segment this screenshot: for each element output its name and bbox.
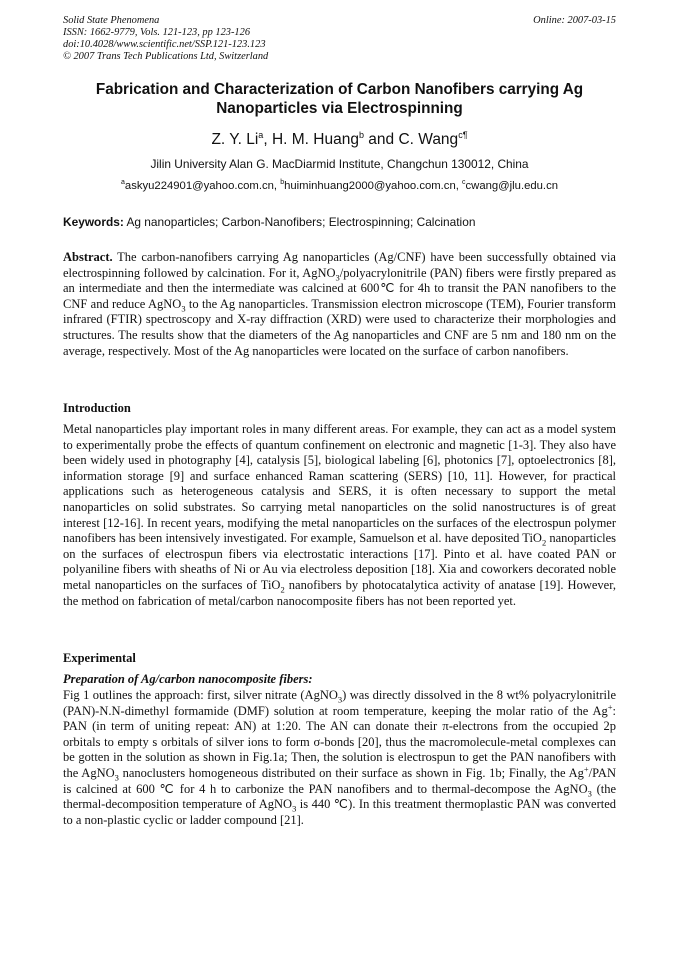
- keywords: [63, 215, 616, 230]
- superscript: +: [607, 701, 613, 712]
- journal-doi: doi:10.4028/www.scientific.net/SSP.121-123.123: [63, 39, 266, 50]
- subscript: 3: [337, 694, 343, 705]
- introduction-heading: Introduction: [63, 401, 131, 415]
- journal-name: Solid State Phenomena: [63, 15, 160, 26]
- author-separator: and: [363, 131, 399, 148]
- abstract-text: to the Ag nanoparticles. Transmission electron microscope (TEM), Fourier transform infrared (FTIR) spectroscopy and X-ray diffraction (XRD) were used to characterize their morphologies and structures. The results show that the diameters of the Ag nanoparticles and CNF are 5 nm and 180 nm on the average, respectively. Most of the Ag nanoparticles were located on the surface of carbon nanofibers.: [63, 296, 616, 358]
- subscript: 3: [587, 788, 592, 799]
- experimental-heading: Experimental: [63, 651, 136, 665]
- email-mark: c: [462, 179, 466, 187]
- email-mark: a: [121, 179, 125, 187]
- paragraph-text: nanoclusters homogeneous distributed on their surface as shown in Fig. 1b; Finally, the Ag: [118, 765, 584, 780]
- email-address: askyu224901@yahoo.com.cn,: [124, 180, 281, 192]
- journal-issn: ISSN: 1662-9779, Vols. 121-123, pp 123-126: [63, 27, 251, 38]
- subscript: 3: [114, 772, 119, 783]
- abstract: [63, 250, 616, 359]
- superscript: +: [583, 763, 589, 774]
- subscript: 3: [292, 803, 297, 814]
- experimental-subheading: Preparation of Ag/carbon nanocomposite fibers:: [63, 672, 313, 686]
- paragraph-text: /PAN is calcined at 600 ℃ for 4 h to carbonize the PAN nanofibers and to thermal-decompose the AgNO: [63, 765, 616, 796]
- email-address: cwang@jlu.edu.cn: [465, 180, 558, 192]
- author-name: C. Wang: [398, 131, 459, 148]
- paper-title: Fabrication and Characterization of Carbon Nanofibers carrying Ag Nanoparticles via Electrospinning: [95, 81, 584, 117]
- author-emails: [63, 179, 616, 194]
- paragraph-text: Metal nanoparticles play important roles in many different areas. For example, they can act as a model system to experimentally probe the effects of quantum confinement on electronic and magnetic [1-3]. They also have been widely used in photography [4], catalysis [5], biological labeling [6], photonics [7], optoelectronics [8], information storage [9] and surface enhanced Raman scattering (SERS) [10, 11]. However, for practical applications such as heterogeneous catalysis and SERS, it is often necessary to support the metal nanoparticles on solid substrates. So carrying metal nanoparticles on the solid nanostructures is of great interest [12-16]. In recent years, modifying the metal nanoparticles on the surfaces of the electrospun polymer nanofibers has been intensively investigated. For example, Samuelson et al. have deposited TiO: [63, 422, 616, 546]
- email-address: huiminhuang2000@yahoo.com.cn,: [284, 180, 463, 192]
- journal-copyright: © 2007 Trans Tech Publications Ltd, Switzerland: [63, 51, 269, 62]
- author-list: [63, 130, 616, 149]
- abstract-text: The carbon-nanofibers carrying Ag nanoparticles (Ag/CNF) have been successfully obtained via electrospinning followed by calcination. For it, AgNO: [63, 250, 616, 280]
- experimental-paragraph: [63, 688, 616, 828]
- author-mark: b: [358, 129, 364, 140]
- subscript: 2: [280, 584, 285, 595]
- paragraph-text: Fig 1 outlines the approach: first, silver nitrate (AgNO: [63, 688, 338, 702]
- paragraph-text: is 440 ℃). In this treatment thermoplastic PAN was converted to a non-plastic cyclic or ladder compound [21].: [63, 797, 616, 827]
- affiliation: Jilin University Alan G. MacDiarmid Institute, Changchun 130012, China: [150, 157, 529, 171]
- paragraph-text: nanofibers by photocatalytica activity of anatase [19]. However, the method on fabrication of metal/carbon nanocomposite fibers has not been reported yet.: [63, 577, 616, 608]
- keywords-label: Keywords:: [63, 215, 124, 229]
- paragraph-text: nanoparticles on the surfaces of electrospun fibers via electrostatic interactions [17]. Pinto et al. have coated PAN or polyaniline fibers with sheaths of Ni or Au via electroless deposition [18]. Xia and coworkers decorated noble metal nanoparticles on the surfaces of TiO: [63, 531, 617, 592]
- paragraph-text: ) was directly dissolved in the 8 wt% polyacrylonitrile (PAN)-N.N-dimethyl formamide (DMF) solution at room temperature, keeping the molar ratio of the Ag: [63, 688, 617, 718]
- introduction-paragraph: [63, 422, 616, 609]
- journal-header: [63, 15, 616, 63]
- author-name: Z. Y. Li: [211, 131, 259, 148]
- author-mark: c¶: [458, 129, 468, 140]
- abstract-label: Abstract.: [63, 250, 113, 264]
- paragraph-text: : PAN (in term of uniting repeat: AN) at 1:20. The AN can donate their π-electrons from the occupied 2p orbitals to empty s orbitals of silver ions to form σ-bonds [20], thus the macromolecule-metal complexes can be gotten in the solution as shown in Fig.1a; Then, the solution is electrospun to get the PAN nanofibers with the AgNO: [63, 703, 616, 780]
- subscript: 3: [335, 272, 340, 283]
- paragraph-text: (the thermal-decomposition temperature of AgNO: [63, 781, 616, 812]
- online-date: Online: 2007-03-15: [533, 15, 616, 26]
- author-name: H. M. Huang: [271, 131, 359, 148]
- subscript: 2: [541, 537, 547, 548]
- keywords-text: Ag nanoparticles; Carbon-Nanofibers; Electrospinning; Calcination: [123, 215, 476, 229]
- email-mark: b: [280, 179, 285, 187]
- author-mark: a: [258, 129, 264, 140]
- abstract-text: /polyacrylonitrile (PAN) fibers were firstly prepared as an intermediate and then the intermediate was calcined at 600℃ for 4h to transit the PAN nanofibers to the CNF and reduce AgNO: [63, 265, 616, 311]
- author-separator: ,: [263, 131, 272, 148]
- subscript: 3: [181, 303, 186, 314]
